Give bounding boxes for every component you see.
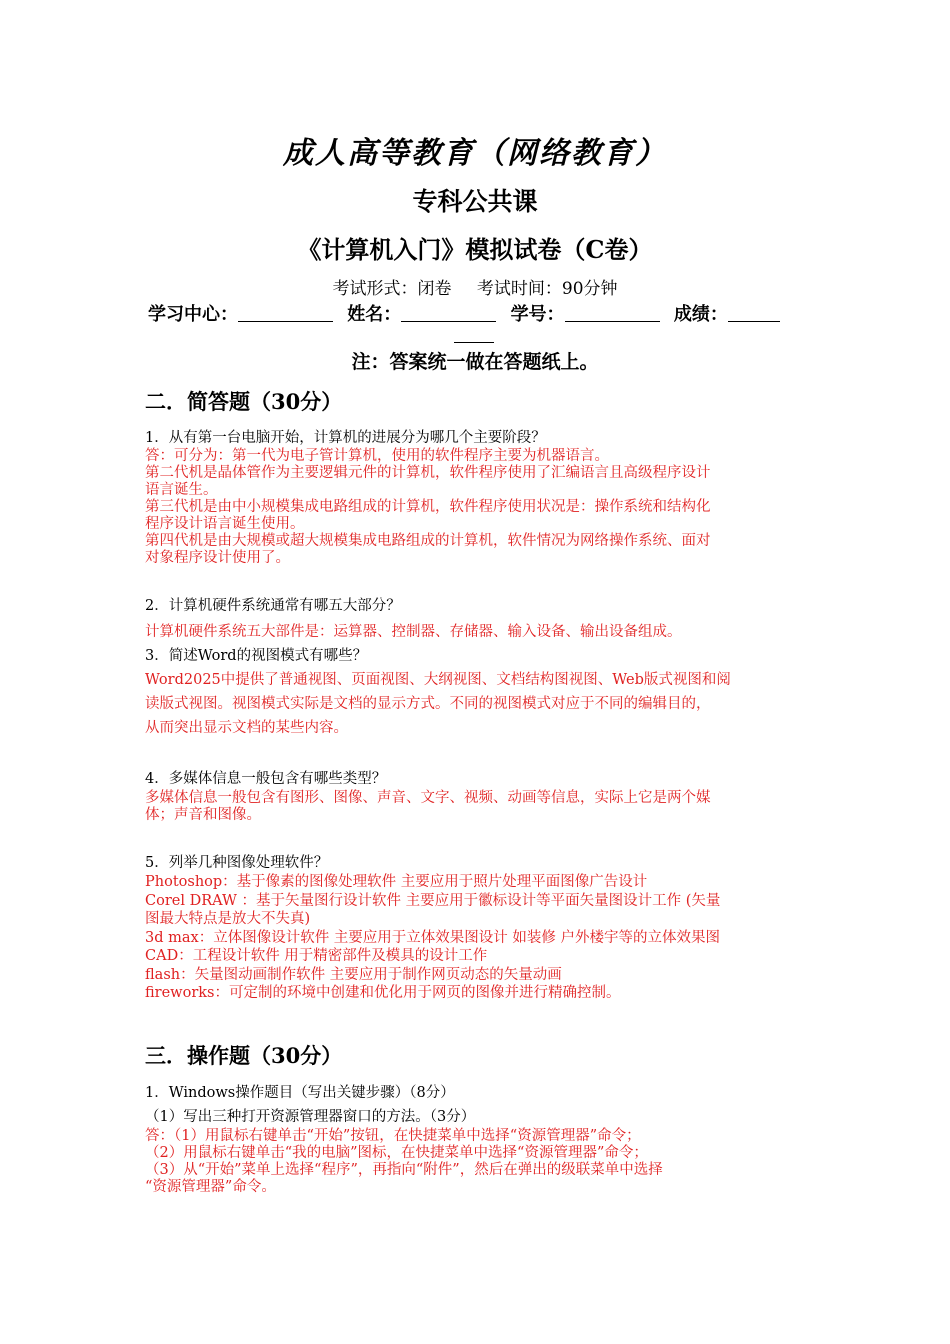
student-info-line [148,300,780,326]
question-2-4: 4．多媒体信息一般包含有哪些类型？ [145,771,387,787]
score-blank-continued [454,324,494,343]
study-center-label: 学习中心： [148,304,238,325]
answer-line: 答：（1）用鼠标右键单击“开始”按钮，在快捷菜单中选择“资源管理器”命令； [145,1128,641,1144]
answer-line: Word2025中提供了普通视图、页面视图、大纲视图、文档结构图视图、Web版式视图和阅 [145,672,731,688]
main-title: 成人高等教育（网络教育） [283,136,667,171]
answer-line: “资源管理器”命令。 [145,1179,276,1195]
exam-title: 《计算机入门》模拟试卷（C卷） [297,235,653,264]
answer-line: （3）从“开始”菜单上选择“程序”，再指向“附件”，然后在弹出的级联菜单中选择 [145,1162,663,1178]
question-3-1-1: （1）写出三种打开资源管理器窗口的方法。（3分） [145,1109,476,1125]
answer-line: （2）用鼠标右键单击“我的电脑”图标，在快捷菜单中选择“资源管理器”命令； [145,1145,648,1161]
answer-line: CAD：工程设计软件 用于精密部件及模具的设计工作 [145,948,488,964]
answer-2-5 [145,873,720,1003]
answer-line: 从而突出显示文档的某些内容。 [145,720,348,736]
question-2-1: 1．从有第一台电脑开始，计算机的进展分为哪几个主要阶段？ [145,430,546,446]
answer-line: 第二代机是晶体管作为主要逻辑元件的计算机，软件程序使用了汇编语言且高级程序设计 [145,465,711,481]
question-3-1: 1．Windows操作题目（写出关键步骤）（8分） [145,1085,455,1101]
answer-line: fireworks：可定制的环境中创建和优化用于网页的图像并进行精确控制。 [145,985,621,1001]
answer-note: 注：答案统一做在答题纸上。 [351,351,599,373]
student-id-blank[interactable] [565,303,660,322]
question-2-2: 2．计算机硬件系统通常有哪五大部分？ [145,598,401,614]
answer-2-1 [145,448,711,567]
name-blank[interactable] [401,303,496,322]
answer-line: Corel DRAW ：基于矢量图行设计软件 主要应用于徽标设计等平面矢量图设计工作 (矢量 [145,892,721,909]
answer-line: 3d max：立体图像设计软件 主要应用于立体效果图设计 如装修 户外楼宇等的立体效果图 [145,929,721,946]
answer-2-4 [145,790,711,824]
study-center-blank[interactable] [238,303,333,322]
answer-line: 图最大特点是放大不失真) [145,911,311,927]
answer-line: 读版式视图。视图模式实际是文档的显示方式。不同的视图模式对应于不同的编辑目的， [145,696,711,712]
answer-line: flash：矢量图动画制作软件 主要应用于制作网页动态的矢量动画 [145,966,562,983]
answer-line: 答：可分为：第一代为电子管计算机，使用的软件程序主要为机器语言。 [145,448,609,464]
answer-line: 程序设计语言诞生使用。 [145,516,305,532]
section3-heading: 三．操作题（30分） [145,1043,343,1068]
exam-info: 考试形式：闭卷 考试时间：90分钟 [332,279,618,299]
answer-line: 语言诞生。 [145,482,218,498]
course-category: 专科公共课 [412,187,538,216]
answer-line: 第四代机是由大规模或超大规模集成电路组成的计算机，软件情况为网络操作系统、面对 [145,533,711,549]
question-2-5: 5．列举几种图像处理软件？ [145,855,329,871]
question-2-3: 3．简述Word的视图模式有哪些？ [145,648,368,664]
answer-2-3 [145,668,731,740]
student-id-label: 学号： [510,304,565,325]
answer-line: 体；声音和图像。 [145,807,261,823]
section2-heading: 二．简答题（30分） [145,389,343,414]
name-label: 姓名： [347,304,402,325]
answer-line: 多媒体信息一般包含有图形、图像、声音、文字、视频、动画等信息，实际上它是两个媒 [145,790,711,806]
answer-line: Photoshop：基于像素的图像处理软件 主要应用于照片处理平面图像广告设计 [145,874,648,890]
score-label: 成绩： [673,304,728,325]
answer-line: 第三代机是由中小规模集成电路组成的计算机，软件程序使用状况是：操作系统和结构化 [145,499,711,515]
score-blank[interactable] [728,303,780,322]
answer-line: 对象程序设计使用了。 [145,550,290,566]
answer-2-2: 计算机硬件系统五大部件是：运算器、控制器、存储器、输入设备、输出设备组成。 [145,624,682,640]
answer-3-1 [145,1128,663,1196]
